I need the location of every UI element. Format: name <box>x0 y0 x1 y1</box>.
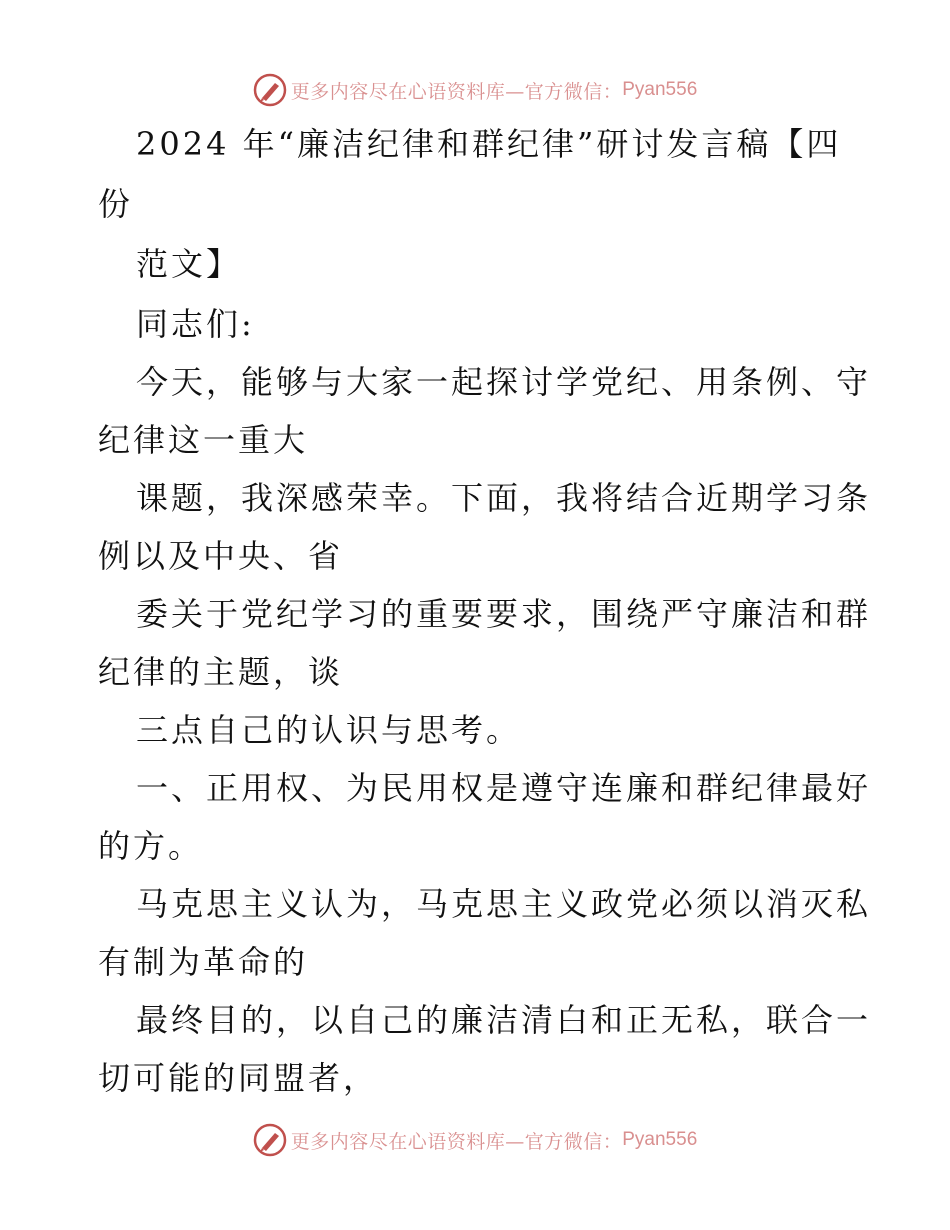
header-watermark <box>0 70 950 110</box>
footer-watermark <box>0 1120 950 1160</box>
paragraph-line: 最终目的，以自己的廉洁清白和正无私，联合一 <box>136 1001 872 1039</box>
paragraph-line: 马克思主义认为，马克思主义政党必须以消灭私 <box>136 885 872 923</box>
section-heading-continued: 的方。 <box>98 827 204 865</box>
paragraph-line: 例以及中央、省 <box>98 537 344 575</box>
paragraph-line: 三点自己的认识与思考。 <box>136 711 522 749</box>
watermark-wechat-id: Pyan556 <box>622 79 698 100</box>
section-heading: 一、正用权、为民用权是遵守连廉和群纪律最好 <box>136 769 872 807</box>
paragraph-line: 有制为革命的 <box>98 943 309 981</box>
document-title-continued: 范文】 <box>136 245 242 283</box>
salutation: 同志们: <box>136 305 255 343</box>
paragraph-line: 今天，能够与大家一起探讨学党纪、用条例、守 <box>136 363 872 401</box>
pen-logo-icon <box>253 1123 287 1157</box>
paragraph-line: 纪律的主题，谈 <box>98 653 344 691</box>
watermark-wechat-id: Pyan556 <box>622 1129 698 1150</box>
paragraph-line: 切可能的同盟者， <box>98 1059 379 1097</box>
paragraph-line: 课题，我深感荣幸。下面，我将结合近期学习条 <box>136 479 872 517</box>
watermark-text: 更多内容尽在心语资料库—官方微信： <box>290 1130 623 1153</box>
paragraph-line: 纪律这一重大 <box>98 421 309 459</box>
pen-logo-icon <box>253 73 287 107</box>
watermark-text: 更多内容尽在心语资料库—官方微信： <box>290 80 623 103</box>
document-title: 2024 年“廉洁纪律和群纪律”研讨发言稿【四 <box>136 125 842 163</box>
paragraph-line: 委关于党纪学习的重要要求，围绕严守廉洁和群 <box>136 595 872 633</box>
document-title-continued: 份 <box>98 185 134 223</box>
